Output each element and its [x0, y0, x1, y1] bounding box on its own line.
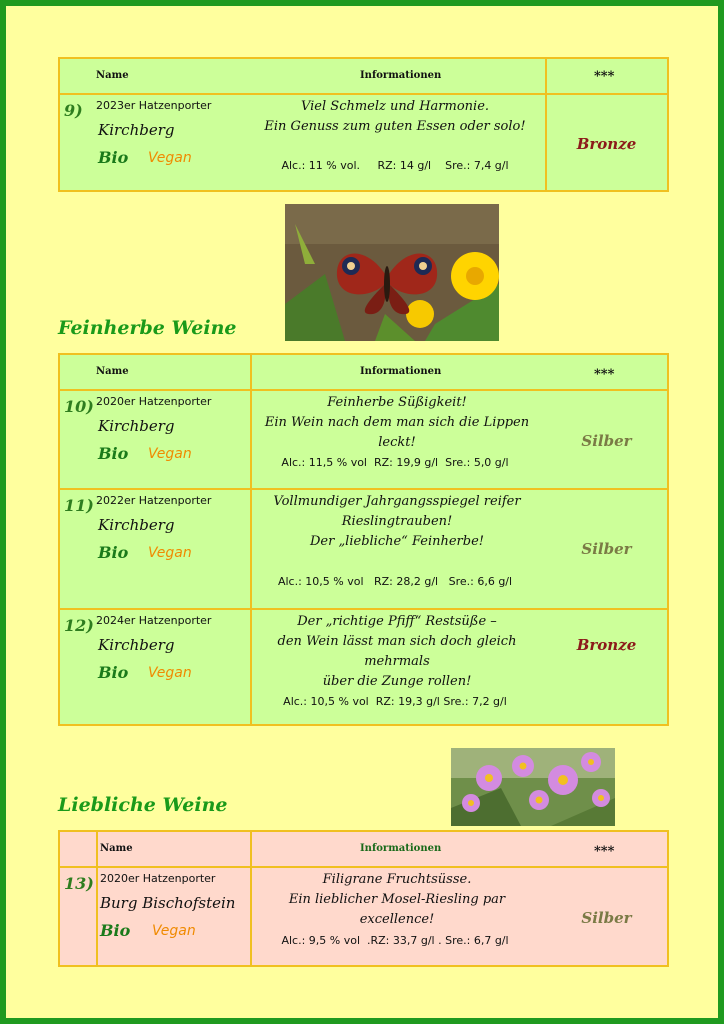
header-stars: ***	[594, 367, 615, 382]
butterfly-photo	[285, 204, 499, 341]
award-badge: Bronze	[576, 636, 637, 654]
header-name: Name	[96, 70, 129, 81]
table-row	[60, 608, 667, 726]
table-header	[60, 355, 667, 389]
table-row	[60, 866, 667, 965]
vegan-label: Vegan	[148, 446, 192, 462]
wine-table-feinherb	[58, 353, 669, 726]
wine-site: Burg Bischofstein	[100, 894, 236, 912]
table-row	[60, 389, 667, 488]
bio-label: Bio	[100, 921, 131, 940]
aster-flowers-photo	[451, 748, 615, 826]
wine-specs: Alc.: 9,5 % vol .RZ: 33,7 g/l . Sre.: 6,7 g/l	[281, 934, 509, 947]
bio-label: Bio	[98, 543, 129, 562]
table-row	[60, 488, 667, 608]
table-header	[60, 832, 667, 866]
vegan-label: Vegan	[148, 150, 192, 166]
section-title-feinherb: Feinherbe Weine	[58, 317, 237, 339]
wine-name: 2020er Hatzenporter	[100, 872, 216, 885]
wine-number: 11)	[64, 496, 94, 515]
wine-specs: Alc.: 10,5 % vol RZ: 19,3 g/l Sre.: 7,2 g/l	[283, 695, 507, 708]
wine-description: Feinherbe Süßigkeit! Ein Wein nach dem man sich die Lippen leckt!	[264, 395, 530, 450]
bio-label: Bio	[98, 663, 129, 682]
wine-specs: Alc.: 10,5 % vol RZ: 28,2 g/l Sre.: 6,6 g/l	[277, 575, 513, 588]
vegan-label: Vegan	[148, 545, 192, 561]
wine-number: 12)	[64, 616, 94, 635]
wine-site: Kirchberg	[98, 636, 175, 654]
wine-specs: Alc.: 11,5 % vol RZ: 19,9 g/l Sre.: 5,0 g/l	[281, 456, 509, 469]
header-name: Name	[96, 366, 129, 377]
award-badge: Silber	[581, 540, 632, 558]
table-header	[60, 59, 667, 93]
wine-site: Kirchberg	[98, 516, 175, 534]
header-name: Name	[100, 843, 133, 854]
vegan-label: Vegan	[152, 923, 196, 939]
wine-number: 13)	[64, 874, 94, 893]
bio-label: Bio	[98, 148, 129, 167]
header-stars: ***	[594, 844, 615, 859]
wine-number: 10)	[64, 397, 94, 416]
vegan-label: Vegan	[148, 665, 192, 681]
wine-description: Viel Schmelz und Harmonie. Ein Genuss zum guten Essen oder solo!	[264, 99, 526, 134]
wine-name: 2023er Hatzenporter	[96, 99, 212, 112]
wine-description: Filigrane Fruchtsüsse. Ein lieblicher Mosel-Riesling par excellence!	[288, 872, 506, 927]
wine-name: 2022er Hatzenporter	[96, 494, 212, 507]
wine-table-lieblich	[58, 830, 669, 967]
wine-table-trocken	[58, 57, 669, 192]
header-info: Informationen	[360, 366, 442, 377]
table-row	[60, 93, 667, 190]
wine-description: Vollmundiger Jahrgangsspiegel reifer Rieslingtrauben! Der „liebliche“ Feinherbe!	[273, 494, 521, 549]
header-info: Informationen	[360, 70, 442, 81]
award-badge: Bronze	[576, 135, 637, 153]
award-badge: Silber	[581, 909, 632, 927]
wine-name: 2024er Hatzenporter	[96, 614, 212, 627]
wine-site: Kirchberg	[98, 121, 175, 139]
bio-label: Bio	[98, 444, 129, 463]
wine-description: Der „richtige Pfiff“ Restsüße – den Wein lässt man sich doch gleich mehrmals über die Zunge rollen!	[277, 614, 517, 689]
wine-number: 9)	[64, 101, 83, 120]
award-badge: Silber	[581, 432, 632, 450]
section-title-lieblich: Liebliche Weine	[58, 794, 228, 816]
header-stars: ***	[594, 69, 615, 84]
wine-specs: Alc.: 11 % vol. RZ: 14 g/l Sre.: 7,4 g/l	[281, 159, 509, 172]
header-info: Informationen	[360, 843, 442, 854]
wine-name: 2020er Hatzenporter	[96, 395, 212, 408]
wine-site: Kirchberg	[98, 417, 175, 435]
